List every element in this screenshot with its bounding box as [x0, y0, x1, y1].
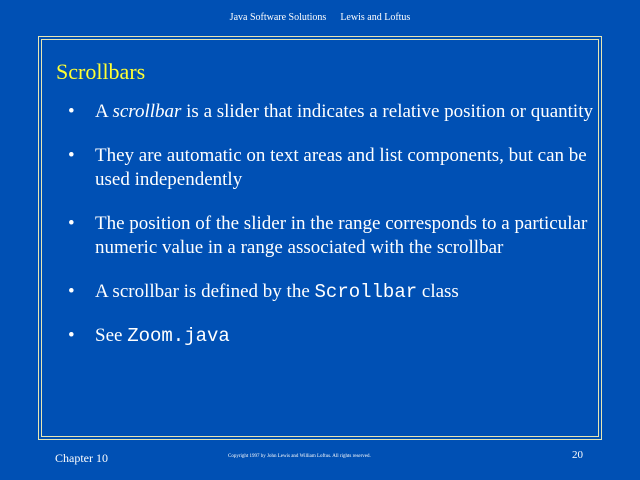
bullet-dot: • — [68, 281, 75, 302]
bullet-text: See — [95, 325, 128, 346]
bullet-emphasis: scrollbar — [112, 101, 182, 122]
bullet-item — [68, 212, 593, 260]
bullet-dot: • — [68, 325, 75, 346]
bullet-item — [68, 100, 593, 124]
slide-header — [0, 12, 640, 23]
bullet-text: The position of the slider in the range corresponds to a particular numeric value in a range associated with the scrollbar — [95, 213, 588, 258]
bullet-text: is a slider that indicates a relative position or quantity — [181, 101, 593, 122]
chapter-label: Chapter 10 — [55, 451, 108, 465]
bullet-item — [68, 324, 593, 348]
bullet-text: A scrollbar is defined by the — [95, 281, 315, 302]
bullet-item — [68, 144, 593, 192]
copyright-notice: Copyright 1997 by John Lewis and William Loftus. All rights reserved. — [228, 454, 371, 459]
bullet-text: They are automatic on text areas and list components, but can be used independently — [95, 145, 587, 190]
code-file-name: Zoom.java — [127, 325, 230, 347]
bullet-text: class — [417, 281, 459, 302]
bullet-text: A — [95, 101, 113, 122]
authors: Lewis and Loftus — [340, 12, 411, 23]
code-class-name: Scrollbar — [314, 281, 418, 303]
bullet-dot: • — [68, 145, 75, 166]
bullet-list — [68, 100, 593, 368]
bullet-dot: • — [68, 213, 75, 234]
book-title: Java Software Solutions — [229, 12, 327, 23]
bullet-dot: • — [68, 101, 75, 122]
slide-title: Scrollbars — [56, 59, 146, 84]
bullet-item — [68, 280, 593, 304]
page-number: 20 — [572, 449, 583, 461]
